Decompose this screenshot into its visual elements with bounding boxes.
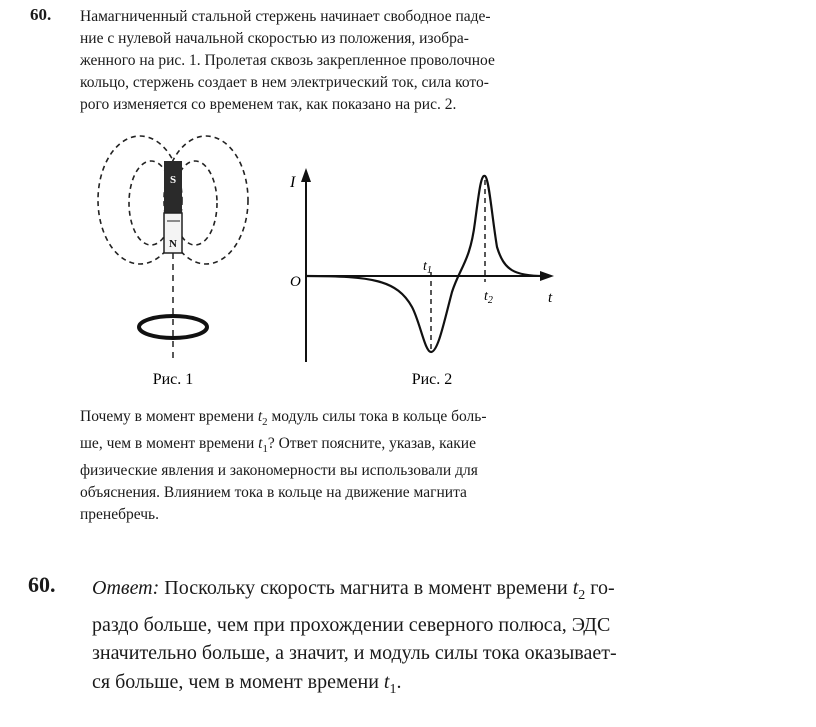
magnet-north-label: N: [169, 238, 177, 250]
question-line: ше, чем в момент времени $t_1$? Ответ поясните, указав, какие: [80, 435, 476, 456]
figure-1-magnet: [85, 135, 265, 390]
magnet-south-label: S: [169, 174, 177, 186]
answer-text: [92, 574, 692, 704]
question-line: физические явления и закономерности вы использовали для: [80, 462, 478, 480]
question-line: объяснения. Влиянием тока в кольце на движение магнита: [80, 484, 467, 502]
question-line: пренебречь.: [80, 506, 159, 524]
problem-line: женного на рис. 1. Пролетая сквозь закрепленное проволочное: [80, 52, 495, 69]
origin-label: O: [290, 274, 301, 290]
y-axis-label: I: [290, 174, 296, 191]
magnet-bar: [164, 161, 182, 253]
problem-number: 60.: [30, 5, 52, 24]
problem-line: ние с нулевой начальной скоростью из положения, изобра-: [80, 30, 469, 47]
answer-line: Ответ: Поскольку скорость магнита в момент времени $t_2$ го-: [92, 577, 615, 603]
figure-2-current-graph: [282, 162, 567, 390]
x-axis-label: t: [548, 290, 553, 306]
problem-statement: [80, 6, 575, 116]
answer-label: Ответ:: [92, 577, 160, 599]
y-axis-arrow: [301, 168, 311, 182]
t2-label: $t_2$: [484, 289, 493, 306]
problem-line: рого изменяется со временем так, как показано на рис. 2.: [80, 96, 457, 113]
t1-label: $t_1$: [423, 259, 432, 276]
answer-line: ся больше, чем в момент времени $t_1$.: [92, 670, 402, 697]
problem-line: кольцо, стержень создает в нем электрический ток, сила кото-: [80, 74, 489, 91]
magnet-south-half: [164, 161, 182, 213]
question-text: [80, 406, 575, 526]
answer-line: раздо больше, чем при прохождении северного полюса, ЭДС: [92, 613, 611, 636]
answer-line: значительно больше, а значит, и модуль силы тока оказывает-: [92, 642, 617, 664]
problem-line: Намагниченный стальной стержень начинает свободное паде-: [80, 8, 491, 25]
question-line: Почему в момент времени $t_2$ модуль силы тока в кольце боль-: [80, 408, 487, 429]
figure-1-caption: Рис. 1: [152, 371, 194, 388]
answer-number: 60.: [28, 572, 56, 597]
figure-2-caption: Рис. 2: [411, 371, 453, 388]
